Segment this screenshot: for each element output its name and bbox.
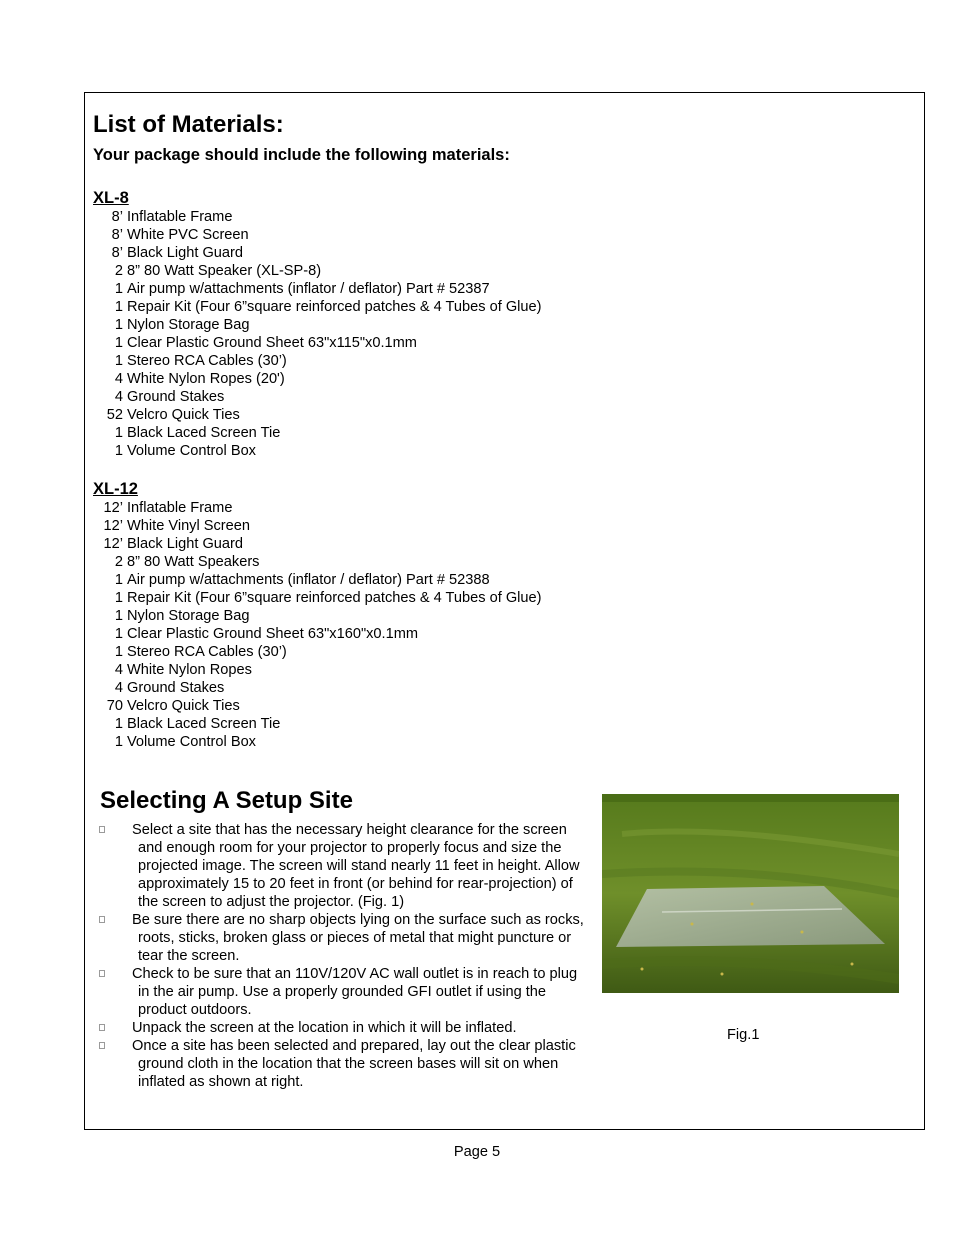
instruction-text: Unpack the screen at the location in which it will be inflated.	[132, 1020, 517, 1036]
xl8-heading: XL-8	[93, 189, 129, 207]
item-description: Inflatable Frame	[127, 500, 233, 516]
item-quantity: 1	[114, 590, 123, 606]
page-number: Page 5	[453, 1144, 501, 1160]
item-description: 8” 80 Watt Speakers	[127, 554, 260, 570]
item-description: Velcro Quick Ties	[127, 407, 240, 423]
item-quantity: 8’	[111, 245, 123, 261]
item-quantity: 4	[114, 389, 123, 405]
instruction-text: Check to be sure that an 110V/120V AC wall outlet is in reach to plug in the air pump. Use a properly grounded GFI outlet if using the product outdoors.	[132, 966, 578, 1018]
materials-intro: Your package should include the following materials:	[93, 146, 510, 164]
item-description: Black Light Guard	[127, 536, 244, 552]
item-quantity: 8’	[111, 227, 123, 243]
ground-sheet-photo	[602, 794, 899, 993]
item-description: White PVC Screen	[127, 227, 249, 243]
item-quantity: 1	[114, 281, 123, 297]
item-description: Clear Plastic Ground Sheet 63"x115"x0.1mm	[127, 335, 417, 351]
item-description: White Nylon Ropes	[127, 662, 252, 678]
setup-instruction	[96, 821, 588, 911]
item-quantity: 1	[114, 644, 123, 660]
item-quantity: 1	[114, 353, 123, 369]
setup-instruction	[96, 1037, 588, 1091]
item-quantity: 12’	[103, 518, 123, 534]
item-description: Ground Stakes	[127, 389, 225, 405]
item-quantity: 8’	[111, 209, 123, 225]
item-quantity: 1	[114, 716, 123, 732]
bullet-box-icon	[99, 1042, 105, 1049]
item-description: Inflatable Frame	[127, 209, 233, 225]
item-description: Repair Kit (Four 6”square reinforced patches & 4 Tubes of Glue)	[127, 590, 542, 606]
item-quantity: 12’	[103, 500, 123, 516]
item-description: Air pump w/attachments (inflator / deflator) Part # 52388	[127, 572, 490, 588]
item-quantity: 1	[114, 572, 123, 588]
item-description: Nylon Storage Bag	[127, 608, 250, 624]
figure-caption: Fig.1	[727, 1027, 760, 1043]
item-quantity: 4	[114, 680, 123, 696]
item-description: Clear Plastic Ground Sheet 63"x160"x0.1mm	[127, 626, 419, 642]
item-description: 8” 80 Watt Speaker (XL-SP-8)	[127, 263, 322, 279]
bullet-box-icon	[99, 826, 105, 833]
setup-title: Selecting A Setup Site	[100, 787, 353, 814]
item-quantity: 1	[114, 299, 123, 315]
item-description: Stereo RCA Cables (30’)	[127, 644, 287, 660]
bullet-box-icon	[99, 1024, 105, 1031]
item-description: Volume Control Box	[127, 734, 256, 750]
instruction-text: Select a site that has the necessary height clearance for the screen and enough room for your projector to properly focus and size the projected image. The screen will stand nearly 11 feet in height. Allow approximately 15 to 20 feet in front (or behind for rear-projection) of the screen to adjust the projector. (Fig. 1)	[132, 822, 580, 910]
item-description: Nylon Storage Bag	[127, 317, 250, 333]
item-description: Ground Stakes	[127, 680, 225, 696]
item-quantity: 2	[114, 263, 123, 279]
item-quantity: 4	[114, 371, 123, 387]
item-quantity: 2	[114, 554, 123, 570]
setup-instruction	[96, 965, 588, 1019]
item-description: White Nylon Ropes (20')	[127, 371, 285, 387]
setup-instruction	[96, 911, 588, 965]
item-description: Black Laced Screen Tie	[127, 425, 281, 441]
setup-instructions-list	[96, 821, 588, 1091]
materials-title: List of Materials:	[93, 111, 284, 138]
setup-instruction	[96, 1019, 588, 1037]
item-quantity: 70	[106, 698, 123, 714]
item-quantity: 1	[114, 443, 123, 459]
instruction-text: Be sure there are no sharp objects lying on the surface such as rocks, roots, sticks, broken glass or pieces of metal that might puncture or tear the screen.	[132, 912, 584, 964]
item-description: Stereo RCA Cables (30’)	[127, 353, 287, 369]
item-quantity: 1	[114, 608, 123, 624]
item-quantity: 1	[114, 317, 123, 333]
item-quantity: 52	[106, 407, 123, 423]
item-quantity: 12’	[103, 536, 123, 552]
xl12-heading: XL-12	[93, 480, 138, 498]
instruction-text: Once a site has been selected and prepared, lay out the clear plastic ground cloth in the location that the screen bases will sit on when inflated as shown at right.	[132, 1038, 576, 1090]
item-description: Velcro Quick Ties	[127, 698, 240, 714]
item-quantity: 1	[114, 626, 123, 642]
bullet-box-icon	[99, 970, 105, 977]
item-description: Air pump w/attachments (inflator / deflator) Part # 52387	[127, 281, 490, 297]
item-quantity: 1	[114, 734, 123, 750]
item-description: Black Light Guard	[127, 245, 244, 261]
item-description: Repair Kit (Four 6”square reinforced patches & 4 Tubes of Glue)	[127, 299, 542, 315]
item-description: Volume Control Box	[127, 443, 256, 459]
item-quantity: 1	[114, 425, 123, 441]
item-quantity: 1	[114, 335, 123, 351]
bullet-box-icon	[99, 916, 105, 923]
item-description: Black Laced Screen Tie	[127, 716, 281, 732]
item-description: White Vinyl Screen	[127, 518, 251, 534]
item-quantity: 4	[114, 662, 123, 678]
